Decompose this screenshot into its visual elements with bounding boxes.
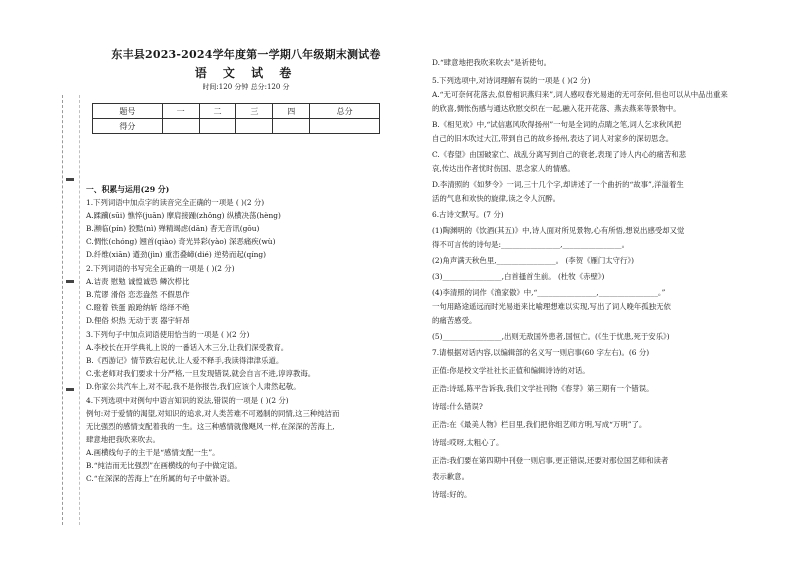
score-cell: 三 [236, 104, 273, 119]
binding-mark [66, 280, 74, 283]
fill-blank-line: 的痛苦感受。 [432, 316, 477, 325]
option-line: B.荒谬 滑俗 恋恋盎然 不假思作 [86, 290, 190, 299]
score-cell[interactable] [199, 119, 236, 134]
score-cell[interactable] [162, 119, 199, 134]
dialogue-line: 正值:你是校文学社社长正值和编辑诗诗的对话。 [432, 366, 590, 375]
fill-blank-line: (1)陶渊明的《饮酒(其五)》中,诗人面对所见景物,心有所悟,想说出感受却又觉 [432, 226, 685, 235]
score-cell: 一 [162, 104, 199, 119]
option-line: 哀,传达出作者忧时伤国、思念家人的情感。 [432, 164, 575, 173]
score-cell: 题号 [93, 104, 163, 119]
option-line: C.瞪着 铁蛋 踉跄纳斩 络绎不绝 [86, 303, 190, 312]
dialogue-line: 诗瑶:什么错误? [432, 402, 483, 411]
question-stem: 1.下列词语中加点字的读音完全正确的一项是 ( )(2 分) [86, 198, 265, 207]
dialogue-line: 正浩:诗瑶,陈平告诉我,我们文学社刊物《春芽》第三期有一个错误。 [432, 384, 654, 393]
option-line: C.“在深深的苦海上”在所属的句子中做补语。 [86, 474, 235, 483]
fill-blank-line[interactable]: (5)________________,出则无敌国外患者,国恒亡。(《生于忧患,死于安乐》) [432, 332, 670, 341]
option-line: D.俚俗 炽热 无动于衷 器宇轩昂 [86, 316, 190, 325]
dialogue-line: 诗瑶:好的。 [432, 490, 472, 499]
option-line: A.诘责 慰勉 诚惶诚恐 鳞次栉比 [86, 277, 190, 286]
example-sentence: 肆意地把我吹来吹去。 [86, 435, 160, 444]
question-stem: 6.古诗文默写。(7 分) [432, 210, 504, 219]
option-line: A.李校长在开学典礼上说的一番话入木三分,让我们深受教育。 [86, 343, 289, 352]
fill-blank-line: 一句用路途遥远而时光易逝来比喻理想难以实现,写出了词人晚年孤独无依 [432, 302, 671, 311]
binding-margin [62, 95, 80, 525]
option-line: B.“纯洁而无比强烈”在画横线的句子中做定语。 [86, 461, 242, 470]
exam-title: 东丰县2023-2024学年度第一学期八年级期末测试卷 [111, 48, 381, 61]
option-line: C.《春望》由国破家亡、战乱分离写到自己的衰老,表现了诗人内心的痛苦和悲 [432, 150, 686, 159]
score-cell: 总分 [310, 104, 380, 119]
binding-mark [66, 388, 74, 391]
score-cell[interactable] [273, 119, 310, 134]
fill-blank-line[interactable]: (3)________________,白首搔首生前。 (杜牧《赤壁》) [432, 272, 605, 281]
option-line: B.《相见欢》中,“试信惠风吹得扬州”一句是全词的点睛之笔,词人乞求秋风把 [432, 120, 682, 129]
option-line: 活的气息和欢快的旋律,读之令人沉醉。 [432, 194, 560, 203]
option-line: 自己的旧木吹过大江,带到自己的故乡扬州,表达了词人对家乡的深切思念。 [432, 134, 674, 143]
option-line: D.“肆意地把我吹来吹去”是祈使句。 [432, 58, 552, 67]
score-table-score-row [93, 119, 380, 134]
dialogue-line: 正浩:我们要在第四期中刊登一则启事,更正错误,还要对那位国艺师和读者 [432, 456, 669, 465]
option-line: D.纤维(xiān) 遒劲(jìn) 重峦叠嶂(dié) 逆势而起(qíng) [86, 250, 266, 259]
score-cell[interactable] [236, 119, 273, 134]
time-score-line: 时间:120 分钟 总分:120 分 [202, 83, 290, 91]
binding-mark [66, 178, 74, 181]
question-stem: 3.下列句子中加点词语使用恰当的一项是 ( )(2 分) [86, 330, 250, 339]
example-sentence: 例句:对于爱情的渴望,对知识的追求,对人类苦难不可遏制的同情,这三种纯洁而 [86, 409, 340, 418]
score-table-header-row [93, 104, 380, 119]
score-cell: 得分 [93, 119, 163, 134]
question-stem: 4.下列选项中对例句中语言知识的说法,错误的一项是 ( )(2 分) [86, 396, 289, 405]
dialogue-line: 诗瑶:哎呀,太粗心了。 [432, 438, 504, 447]
question-stem: 2.下列词语的书写完全正确的一项是 ( )(2 分) [86, 264, 235, 273]
option-line: D.你家公共汽车上,对不起,我不是你报告,我们应该个人肃然起敬。 [86, 382, 301, 391]
option-line: C.张老师对我们要求十分严格,一旦发现错误,就会自言不进,谆谆教诲。 [86, 369, 316, 378]
option-line: A.“无可奈何花落去,似曾相识燕归来”,词人感叹春光易逝的无可奈何,但也可以从中品出重来 [432, 90, 728, 99]
option-line: 的欣喜,惆怅伤感与通达欣慰交织在一起,融入花开花落、燕去燕来等景物中。 [432, 104, 681, 113]
subject-title: 语 文 试 卷 [194, 66, 298, 80]
score-cell: 四 [273, 104, 310, 119]
option-line: A.蹂躏(sūi) 憔悴(juān) 摩肩接踵(zhǒng) 纵横决荡(hèng) [86, 211, 281, 220]
dialogue-line: 正浩:在《最美人物》栏目里,我们把你组艺师方明,写成“万明”了。 [432, 420, 647, 429]
score-table [92, 103, 380, 134]
option-line: B.濒临(pín) 狡黠(nì) 殚精竭虑(dān) 杳无音讯(gōu) [86, 224, 260, 233]
score-cell: 二 [199, 104, 236, 119]
fill-blank-line[interactable]: (4)李清照的词作《渔家傲》中,“________________,________________。” [432, 288, 666, 297]
option-line: A.画横线句子的主干是“感情支配一生”。 [86, 448, 220, 457]
question-stem: 5.下列选项中,对诗词理解有误的一项是 ( )(2 分) [432, 76, 591, 85]
dialogue-line: 表示歉意。 [432, 472, 469, 481]
option-line: C.惆怅(chóng) 翘首(qiào) 奇光异彩(yào) 深恶痛疾(wù) [86, 237, 276, 246]
example-sentence: 无比强烈的感情支配着我的一生。这三种感情就像飓风一样,在深深的苦海上, [86, 422, 335, 431]
question-stem: 7.请根据对话内容,以编辑部的名义写一则启事(60 字左右)。(6 分) [432, 348, 650, 357]
fill-blank-line[interactable]: 得不可言传的诗句是:________________,________________。 [432, 240, 629, 249]
fill-blank-line[interactable]: (2)角声满天秋色里,________________。 (李贺《雁门太守行》) [432, 256, 635, 265]
section-heading: 一、积累与运用(29 分) [86, 185, 170, 194]
option-line: B.《西游记》情节跌宕起伏,让人爱不释手,我读得津津乐道。 [86, 356, 284, 365]
score-cell[interactable] [310, 119, 380, 134]
option-line: D.李清照的《如梦令》一词,三十几个字,却讲述了一个曲折的“故事”,洋溢着生 [432, 180, 684, 189]
